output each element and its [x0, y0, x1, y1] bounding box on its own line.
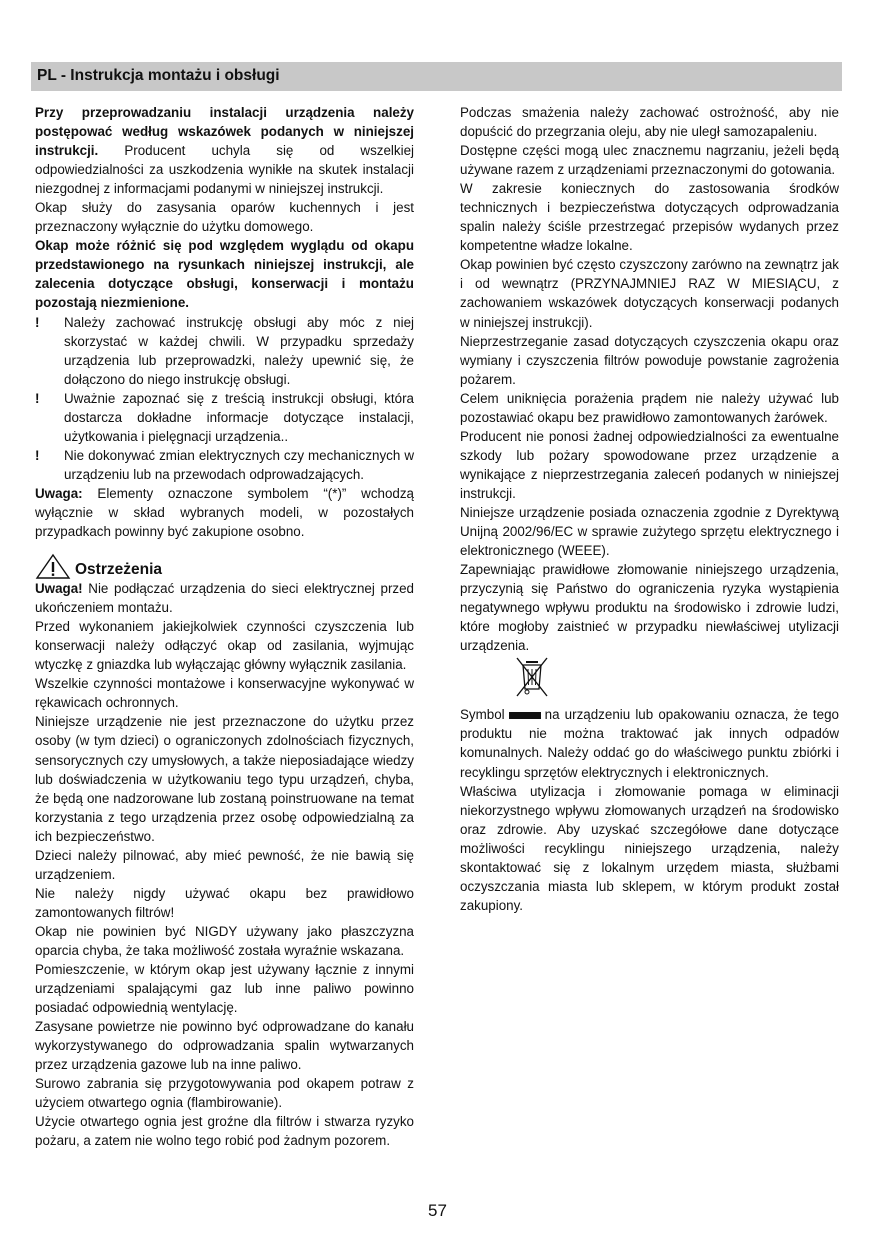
warning-paragraph: Nie należy nigdy używać okapu bez prawidłowo zamontowanych filtrów! [35, 885, 414, 920]
warning-paragraph: Uwaga! Nie podłączać urządzenia do sieci elektrycznej przed ukończeniem montażu. [35, 581, 414, 616]
section-header [31, 62, 842, 91]
bullet-text: Należy zachować instrukcję obsługi aby móc z niej skorzystać w każdej chwili. W przypadku sprzedaży urządzenia lub przeprowadzki, należy upewnić się, że dołączono do niego instrukcję obsługi. [64, 314, 414, 387]
body-paragraph: Właściwa utylizacja i złomowanie pomaga w eliminacji niekorzystnego wpływu złomowanych urządzeń na środowisko oraz zdrowie. Aby uzyskać szczegółowe dane dotyczące możliwości recyklingu niniejszego urządzenia, należy skontaktować się z lokalnym urzędem miasta, służbami oczyszczania miasta lub sklepem, w którym produkt został zakupiony. [460, 783, 839, 913]
weee-symbol [460, 655, 839, 705]
warning-paragraph: Dzieci należy pilnować, aby mieć pewność, że nie bawią się urządzeniem. [35, 847, 414, 882]
exclamation-icon: ! [35, 314, 40, 330]
bullet-item [35, 389, 414, 446]
warning-paragraph: Surowo zabrania się przygotowywania pod okapem potraw z użyciem otwartego ognia (flambirowanie). [35, 1076, 414, 1111]
weee-bar-icon [509, 712, 541, 719]
bullet-text: Nie dokonywać zmian elektrycznych czy mechanicznych w urządzeniu lub na przewodach odprowadzających. [64, 447, 414, 482]
body-paragraph: Podczas smażenia należy zachować ostrożność, aby nie dopuścić do przegrzania oleju, aby nie uległ samozapaleniu. [460, 105, 839, 140]
right-column [460, 103, 839, 915]
body-paragraph: Zapewniając prawidłowe złomowanie niniejszego urządzenia, przyczynią się Państwo do ograniczenia ryzyka wystąpienia negatywnego wpływu produktu na środowisko i zdrowie ludzi, które mogłoby zaistnieć w przypadku niewłaściwej utylizacji urządzenia. [460, 562, 839, 654]
left-column [35, 103, 414, 1150]
warning-paragraph: Zasysane powietrze nie powinno być odprowadzane do kanału wykorzystywanego do odprowadzania spalin wytwarzanych przez urządzenia gazowe lub na inne paliwo. [35, 1019, 414, 1073]
note-paragraph: Uwaga: Elementy oznaczone symbolem “(*)” wchodzą wyłącznie w skład wybranych modeli, w pozostałych przypadkach powinny być zakupione osobno. [35, 485, 414, 540]
warning-triangle-icon [35, 553, 71, 579]
exclamation-icon: ! [35, 447, 40, 463]
body-paragraph: Celem uniknięcia porażenia prądem nie należy używać lub pozostawiać okapu bez prawidłowo zamontowanych żarówek. [460, 390, 839, 425]
intro-paragraph: Przy przeprowadzaniu instalacji urządzenia należy postępować według wskazówek podanych w niniejszej instrukcji. Producent uchyla się od wszelkiej odpowiedzialności za uszkodzenia wynikłe na skutek instalacji niezgodnej z informacjami podanymi w niniejszej instrukcji. [35, 105, 414, 197]
warning-paragraph: Wszelkie czynności montażowe i konserwacyjne wykonywać w rękawicach ochronnych. [35, 676, 414, 711]
body-paragraph: W zakresie koniecznych do zastosowania środków technicznych i bezpieczeństwa dotyczących odprowadzania spalin należy ściśle przestrzegać przepisów wydanych przez kompetentne władze lokalne. [460, 181, 839, 254]
bullet-item [35, 446, 414, 484]
warning-paragraph: Okap nie powinien być NIGDY używany jako płaszczyzna oparcia chyba, że taka możliwość została wyraźnie wskazana. [35, 923, 414, 958]
body-paragraph: Producent nie ponosi żadnej odpowiedzialności za ewentualne szkody lub pożary spowodowane przez urządzenie a wynikające z nieprzestrzegania zaleceń podanych w niniejszej instrukcji. [460, 428, 839, 501]
warnings-heading [35, 551, 414, 579]
body-paragraph: Dostępne części mogą ulec znacznemu nagrzaniu, jeżeli będą używane razem z urządzeniami przeznaczonymi do gotowania. [460, 143, 839, 178]
warning-paragraph: Pomieszczenie, w którym okap jest używany łącznie z innymi urządzeniami spalającymi gaz lub inne paliwo powinno posiadać odpowiednią wentylację. [35, 962, 414, 1016]
exclamation-icon: ! [35, 390, 40, 406]
body-paragraph: Niniejsze urządzenie posiada oznaczenia zgodnie z Dyrektywą Unijną 2002/96/EC w sprawie zużytego sprzętu elektrycznego i elektronicznego (WEEE). [460, 504, 839, 559]
appearance-paragraph: Okap może różnić się pod względem wyglądu od okapu przedstawionego na rysunkach niniejszej instrukcji, ale zalecenia dotyczące obsługi, konserwacji i montażu pozostają niezmienione. [35, 238, 414, 311]
page-number: 57 [428, 1201, 447, 1220]
warning-paragraph: Przed wykonaniem jakiejkolwiek czynności czyszczenia lub konserwacji należy odłączyć okap od zasilania, wyjmując wtyczkę z gniazdka lub wyłączając główny wyłącznik zasilania. [35, 619, 414, 673]
symbol-paragraph: Symbol na urządzeniu lub opakowaniu oznacza, że tego produktu nie można traktować jak innych odpadów komunalnych. Należy oddać go do właściwego punktu zbiórki i recyklingu sprzętów elektrycznych i elektronicznych. [460, 707, 839, 780]
purpose-paragraph: Okap służy do zasysania oparów kuchennych i jest przeznaczony wyłącznie do użytku domowego. [35, 200, 414, 235]
warnings-title: Ostrzeżenia [75, 561, 163, 579]
warning-paragraph: Niniejsze urządzenie nie jest przeznaczone do użytku przez osoby (w tym dzieci) o ograniczonych zdolnościach fizycznych, sensorycznych czy umysłowych, a także nieposiadające wiedzy lub doświadczenia w użytkowaniu tego typu urządzeń, chyba, że będą one nadzorowane lub zostaną poinstruowane na temat korzystania z tego urządzenia przez osobę odpowiedzialną za ich bezpieczeństwo. [35, 714, 414, 844]
bullet-text: Uważnie zapoznać się z treścią instrukcji obsługi, która dostarcza dokładne informacje dotyczące instalacji, użytkowania i pielęgnacji urządzenia.. [64, 390, 414, 444]
body-paragraph: Nieprzestrzeganie zasad dotyczących czyszczenia okapu oraz wymiany i czyszczenia filtrów powoduje powstanie zagrożenia pożarem. [460, 333, 839, 387]
body-paragraph: Okap powinien być często czyszczony zarówno na zewnątrz jak i od wewnątrz (PRZYNAJMNIEJ RAZ W MIESIĄCU, z zachowaniem wskazówek dotyczących konserwacji podanych w niniejszej instrukcji). [460, 257, 839, 330]
section-title: PL - Instrukcja montażu i obsługi [37, 67, 280, 84]
crossed-bin-icon [515, 655, 549, 699]
bullet-item [35, 313, 414, 389]
warning-paragraph: Użycie otwartego ognia jest groźne dla filtrów i stwarza ryzyko pożaru, a zatem nie wolno tego robić pod żadnym pozorem. [35, 1114, 414, 1149]
